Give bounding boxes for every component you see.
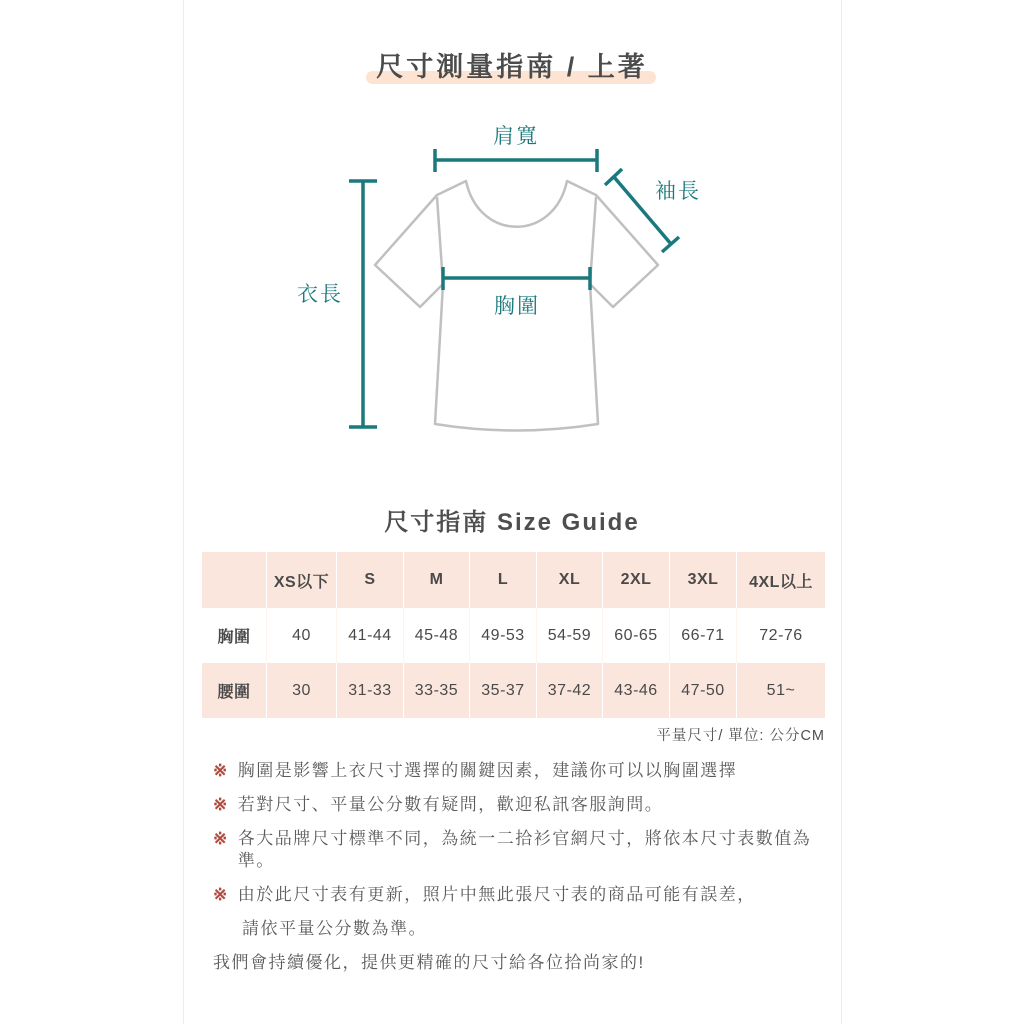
table-cell: 49-53 [470,608,537,663]
note-marker-icon: ※ [213,829,229,848]
note-text: 若對尺寸、平量公分數有疑問，歡迎私訊客服詢問。 [237,795,664,814]
table-cell: 51~ [737,663,825,718]
table-cell: 40 [267,608,337,663]
note-text: 我們會持續優化，提供更精確的尺寸給各位拾尚家的! [213,953,645,972]
table-cell: 35-37 [470,663,537,718]
note-closing-line [213,952,829,974]
table-cell: 30 [267,663,337,718]
table-header-cell: S [337,552,404,608]
note-text: 請依平量公分數為準。 [242,919,427,938]
chest-label: 胸圍 [494,295,540,318]
note-line [213,760,829,782]
table-cell: 43-46 [603,663,670,718]
table-cell: 54-59 [537,608,603,663]
table-header-cell: M [404,552,470,608]
measurement-unit-note: 平量尺寸/ 單位: 公分CM [656,728,825,744]
table-header-cell [202,552,267,608]
note-continuation-line [213,918,829,940]
size-table [202,552,825,718]
table-cell: 47-50 [670,663,737,718]
table-header-cell: 4XL以上 [737,552,825,608]
table-row-label-waist: 腰圍 [202,663,267,718]
table-header-cell: XL [537,552,603,608]
note-text: 由於此尺寸表有更新，照片中無此張尺寸表的商品可能有誤差， [237,885,756,904]
note-text: 各大品牌尺寸標準不同，為統一二拾衫官網尺寸，將依本尺寸表數值為準。 [237,829,812,870]
note-marker-icon: ※ [213,885,229,904]
note-line [213,884,829,906]
page-title: 尺寸測量指南 / 上著 [376,48,648,86]
table-cell: 37-42 [537,663,603,718]
table-header-cell: 3XL [670,552,737,608]
table-header-cell: 2XL [603,552,670,608]
sleeve-length-label: 袖長 [655,180,701,203]
note-line [213,794,829,816]
size-guide-heading: 尺寸指南 Size Guide [384,509,640,536]
note-line [213,828,829,872]
note-marker-icon: ※ [213,761,229,780]
table-cell: 33-35 [404,663,470,718]
table-header-cell: L [470,552,537,608]
note-marker-icon: ※ [213,795,229,814]
note-text: 胸圍是影響上衣尺寸選擇的關鍵因素，建議你可以以胸圍選擇 [237,761,738,780]
table-row-label-chest: 胸圍 [202,608,267,663]
table-cell: 66-71 [670,608,737,663]
table-cell: 72-76 [737,608,825,663]
notes-section [213,760,829,986]
shoulder-width-measure-line [435,149,597,172]
garment-length-label: 衣長 [297,283,343,306]
table-cell: 31-33 [337,663,404,718]
table-cell: 41-44 [337,608,404,663]
shoulder-width-label: 肩寬 [493,125,539,148]
table-cell: 60-65 [603,608,670,663]
table-header-cell: XS以下 [267,552,337,608]
table-cell: 45-48 [404,608,470,663]
garment-length-measure-line [349,181,377,427]
